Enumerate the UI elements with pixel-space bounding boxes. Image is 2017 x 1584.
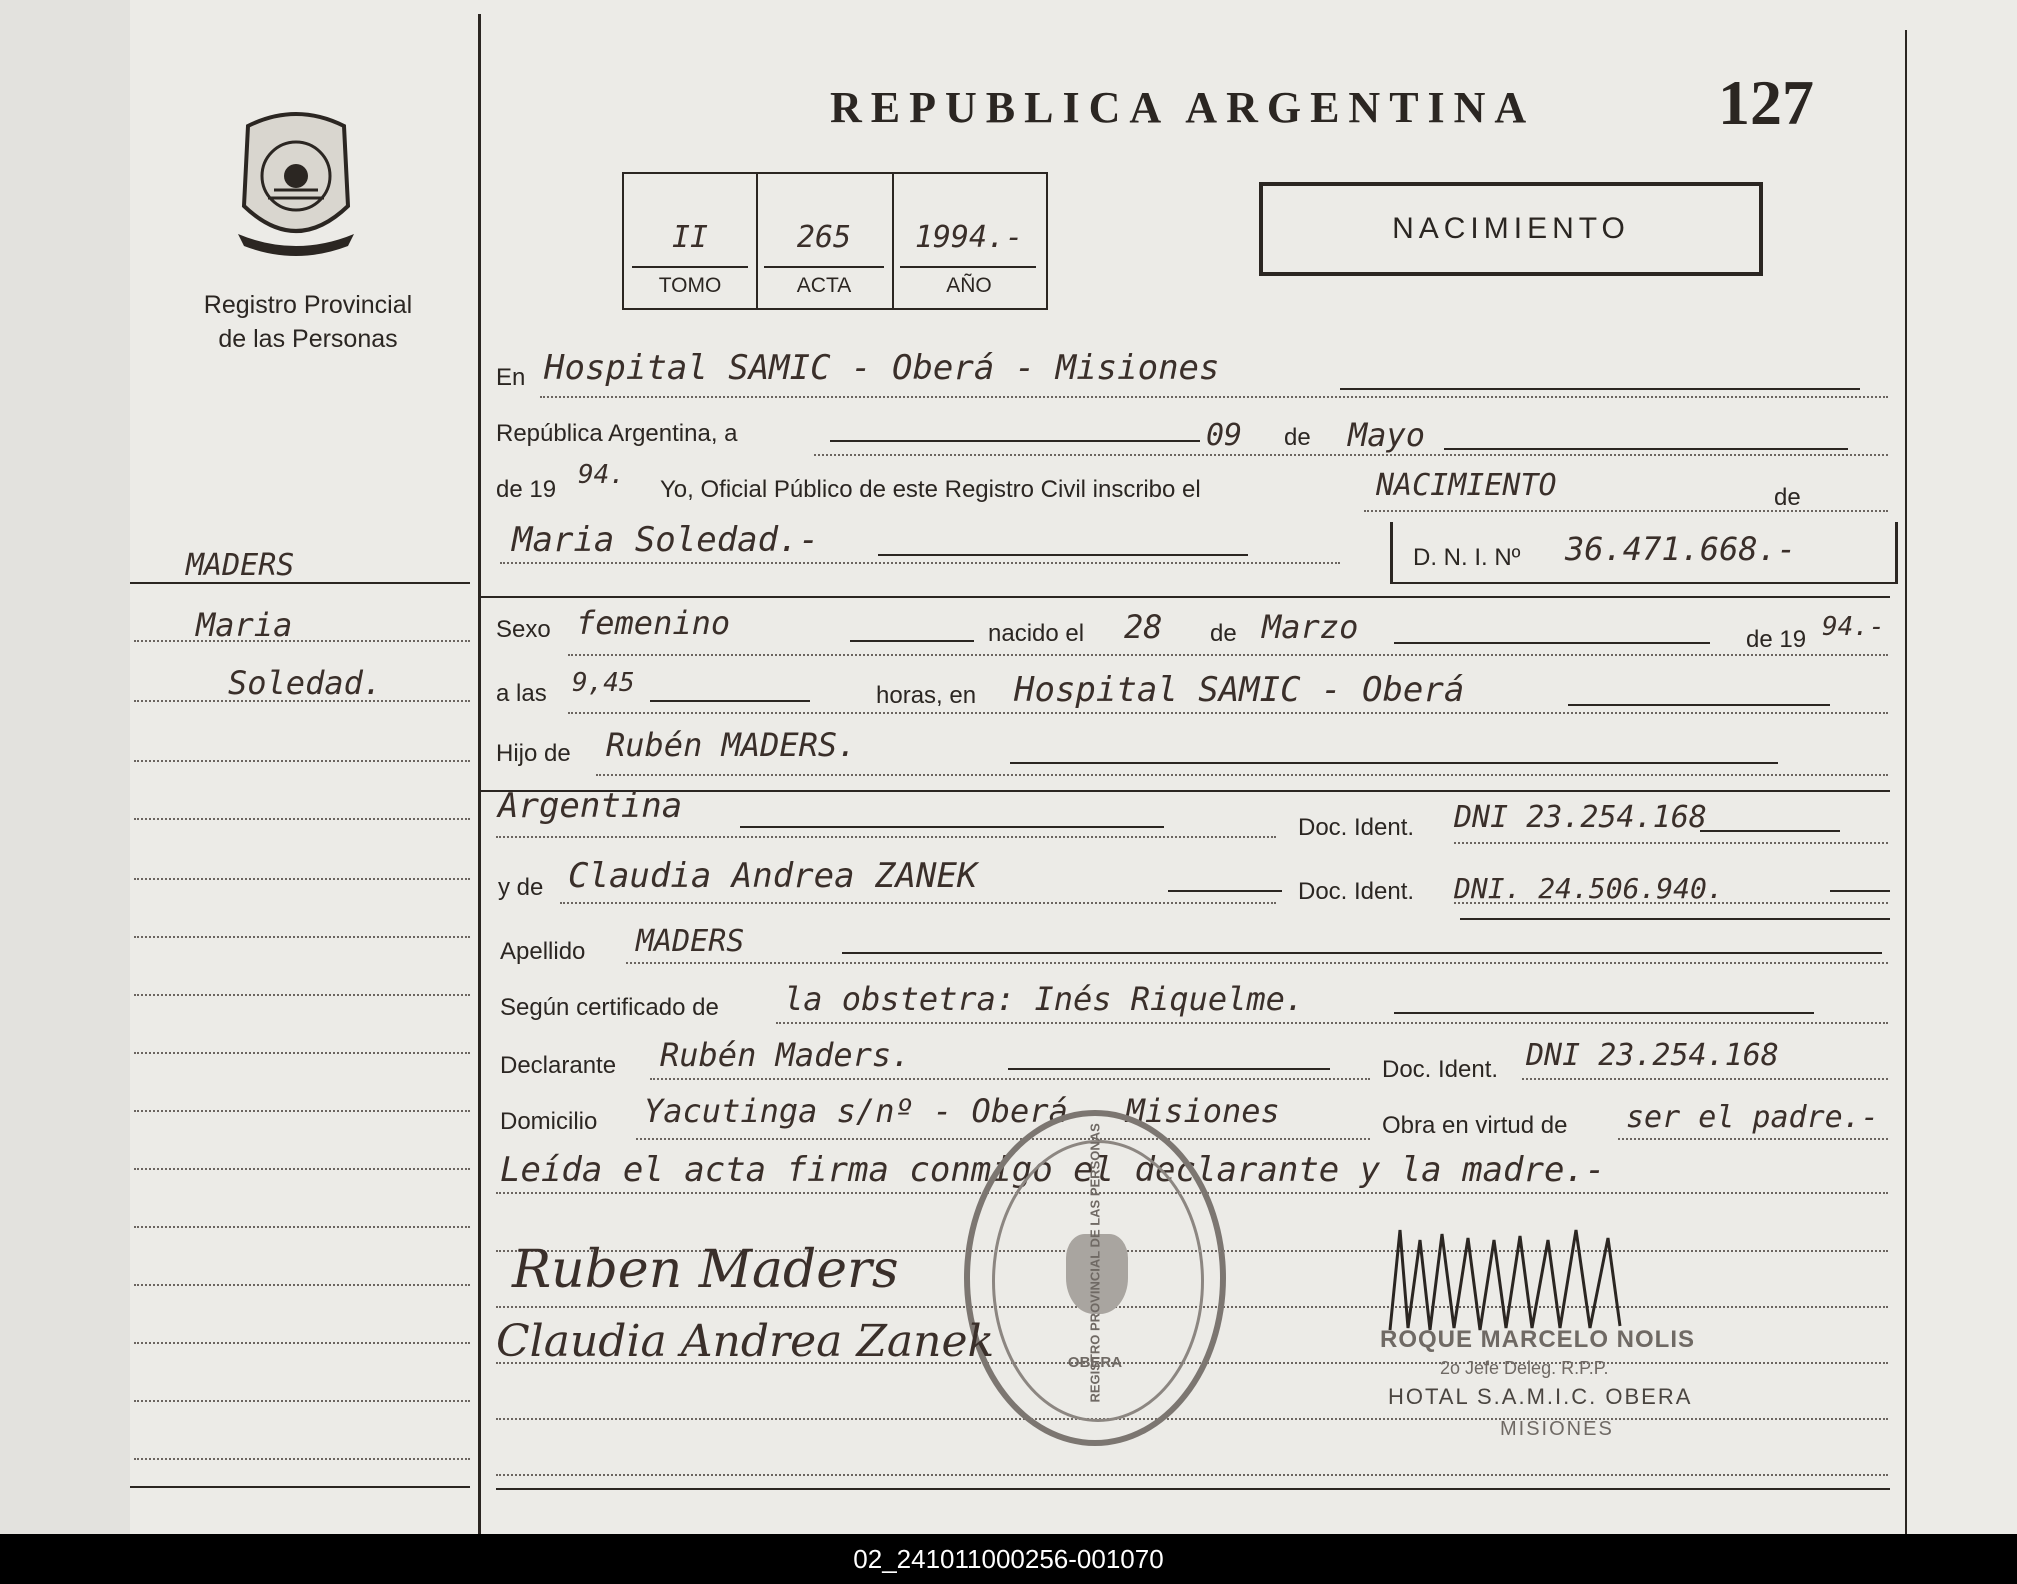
record-type-box xyxy=(1259,182,1763,276)
index-given-2: Soledad. xyxy=(228,664,383,702)
provincial-seal-icon xyxy=(228,106,364,258)
registry-name-line2: de las Personas xyxy=(218,325,398,353)
mother-doc: DNI. 24.506.940. xyxy=(1454,872,1724,905)
acta-value: 265 xyxy=(796,220,852,255)
official-title: 2o Jefe Deleg. R.P.P. xyxy=(1440,1358,1609,1378)
stamp-ring-text: REGISTRO PROVINCIAL DE LAS PERSONAS xyxy=(1087,1123,1103,1403)
official-name: ROQUE MARCELO NOLIS xyxy=(1380,1326,1696,1353)
apellido-label: Apellido xyxy=(500,938,586,965)
domicilio-label: Domicilio xyxy=(500,1108,598,1135)
declarante-doc: DNI 23.254.168 xyxy=(1526,1038,1779,1073)
registry-round-stamp xyxy=(964,1110,1226,1446)
tomo-value: II xyxy=(671,220,709,255)
year-value: 94. xyxy=(578,460,625,490)
obra-value: ser el padre.- xyxy=(1626,1100,1879,1135)
stamp-bottom-text: OBERA xyxy=(1067,1354,1123,1371)
alas-label: a las xyxy=(496,680,547,707)
en-label: En xyxy=(496,364,526,391)
obra-label: Obra en virtud de xyxy=(1382,1112,1568,1139)
doc-ident-label-2: Doc. Ident. xyxy=(1298,878,1415,905)
de19-label-2: de 19 xyxy=(1746,626,1807,653)
right-border xyxy=(1905,30,1907,1534)
yo-label: Yo, Oficial Público de este Registro Civil inscribo el xyxy=(660,476,1201,503)
sexo-value: femenino xyxy=(576,604,731,642)
father-doc: DNI 23.254.168 xyxy=(1454,800,1707,835)
index-surname: MADERS xyxy=(186,548,295,583)
nacido-label: nacido el xyxy=(988,620,1085,647)
doc-ident-label-3: Doc. Ident. xyxy=(1382,1056,1499,1083)
anio-cell xyxy=(892,174,1046,308)
signature-father: Ruben Maders xyxy=(512,1240,899,1300)
inscribo-value: NACIMIENTO xyxy=(1376,468,1557,503)
father-nationality: Argentina xyxy=(498,786,683,826)
footer-bar xyxy=(0,1534,2017,1584)
de-label: de xyxy=(1284,424,1311,451)
de-label-2: de xyxy=(1210,620,1237,647)
birth-day: 28 xyxy=(1124,608,1163,646)
doc-ident-label-1: Doc. Ident. xyxy=(1298,814,1415,841)
register-box xyxy=(622,172,1048,310)
republica-label: República Argentina, a xyxy=(496,420,738,447)
hijo-label: Hijo de xyxy=(496,740,571,767)
official-province: MISIONES xyxy=(1500,1418,1614,1440)
birth-year: 94.- xyxy=(1822,612,1885,642)
index-given-1: Maria xyxy=(196,606,293,644)
dni-value: 36.471.668.- xyxy=(1565,530,1797,568)
anio-value: 1994.- xyxy=(914,220,1024,255)
declarante-value: Rubén Maders. xyxy=(660,1036,911,1074)
document-code: 02_241011000256-001070 xyxy=(853,1543,1164,1574)
father-value: Rubén MADERS. xyxy=(606,726,857,764)
en-value: Hospital SAMIC - Oberá - Misiones xyxy=(544,348,1220,388)
record-type: NACIMIENTO xyxy=(1392,212,1630,245)
signature-mother: Claudia Andrea Zanek xyxy=(496,1316,995,1367)
dni-box xyxy=(1390,522,1898,584)
leida-value: Leída el acta firma conmigo el declarante y la madre.- xyxy=(500,1150,1606,1190)
segun-label: Según certificado de xyxy=(500,994,719,1021)
left-margin-strip xyxy=(0,0,130,1534)
yde-label: y de xyxy=(498,874,544,901)
registry-name-line1: Registro Provincial xyxy=(203,291,413,319)
acta-cell xyxy=(756,174,894,308)
horas-label: horas, en xyxy=(876,682,977,709)
tomo-label: TOMO xyxy=(658,274,722,297)
official-hospital: HOTAL S.A.M.I.C. OBERA xyxy=(1388,1384,1693,1409)
page-number: 127 xyxy=(1718,67,1814,138)
column-divider xyxy=(478,14,481,1534)
time-value: 9,45 xyxy=(572,668,635,698)
de19-label: de 19 xyxy=(496,476,557,503)
tomo-cell xyxy=(624,174,758,308)
day-value: 09 xyxy=(1206,418,1243,453)
place-value: Hospital SAMIC - Oberá xyxy=(1014,670,1465,710)
name-value: Maria Soledad.- xyxy=(512,520,820,560)
dni-label: D. N. I. Nº xyxy=(1413,544,1521,571)
index-rule xyxy=(130,582,470,584)
segun-value: la obstetra: Inés Riquelme. xyxy=(784,980,1305,1018)
month-value: Mayo xyxy=(1348,416,1426,454)
country-title: REPUBLICA ARGENTINA xyxy=(830,83,1536,132)
mother-value: Claudia Andrea ZANEK xyxy=(568,856,978,896)
declarante-label: Declarante xyxy=(500,1052,617,1079)
anio-label: AÑO xyxy=(946,274,992,297)
de-tail-label: de xyxy=(1774,484,1801,511)
registry-name xyxy=(168,288,448,356)
birth-month: Marzo xyxy=(1262,608,1359,646)
acta-label: ACTA xyxy=(796,274,852,297)
domicilio-value: Yacutinga s/nº - Oberá - Misiones xyxy=(644,1092,1280,1130)
apellido-value: MADERS xyxy=(636,924,745,959)
sexo-label: Sexo xyxy=(496,616,551,643)
